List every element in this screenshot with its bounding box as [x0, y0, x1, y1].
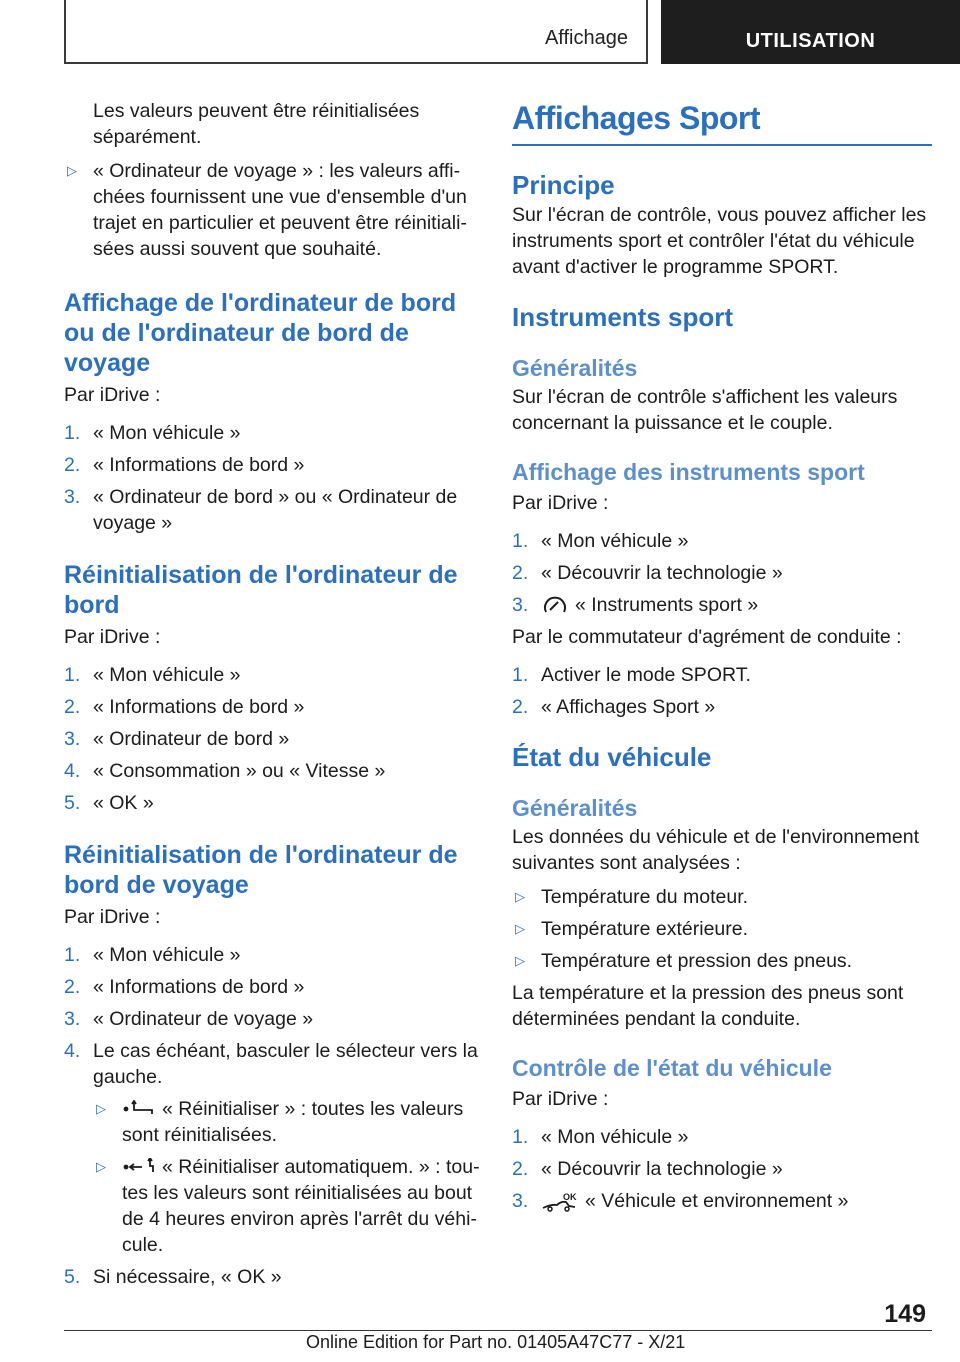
list-item: ▷ Température et pression des pneus.: [515, 950, 853, 972]
footer-rule: [64, 1330, 932, 1331]
left-column: [64, 98, 480, 1290]
subsection-title: Généralités: [512, 355, 638, 381]
auto-reset-icon: [122, 1158, 156, 1178]
section-title: Affichage de l'ordinateur de bord ou de l'ordinateur de bord de voyage: [64, 289, 457, 377]
list-item: 3. OK « Véhicule et environnement »: [512, 1190, 849, 1212]
list-item: 5. Si nécessaire, « OK »: [64, 1266, 282, 1288]
page-number: 149: [884, 1300, 926, 1328]
footer-edition: Online Edition for Part no. 01405A47C77 - X/21: [306, 1332, 686, 1352]
list-item: 2. « Affichages Sport »: [512, 696, 716, 718]
section-title: Réinitialisation de l'ordinateur de bord: [64, 561, 458, 619]
section-title: Instruments sport: [512, 302, 734, 332]
list-item: 1. Activer le mode SPORT.: [512, 664, 751, 686]
list-item: 2. « Informations de bord »: [64, 454, 305, 476]
lead-text: Par iDrive :: [512, 1088, 609, 1110]
lead-text: Par iDrive :: [512, 492, 609, 514]
sub-list-item: ▷ « Réinitialiser automatiquem. » : toutes les valeurs sont réinitialisées au bout de 4 heures environ après l'arrêt du véhicule.: [96, 1156, 480, 1256]
page-header: [64, 0, 960, 64]
lead-text: Par iDrive :: [64, 384, 161, 406]
sub-list-item: ▷ « Réinitialiser » : toutes les valeurs sont réinitialisées.: [96, 1098, 464, 1146]
list-item: 5. « OK »: [64, 792, 154, 814]
list-item: 3. « Instruments sport »: [512, 594, 759, 616]
list-item: 4. « Consommation » ou « Vitesse »: [64, 760, 386, 782]
list-item: 4. Le cas échéant, basculer le sélecteur vers la gauche.: [64, 1040, 478, 1088]
body-text: Les données du véhicule et de l'environnement suivantes sont analysées :: [512, 826, 920, 874]
reset-icon: [122, 1100, 156, 1120]
lead-text: Par iDrive :: [64, 626, 161, 648]
list-item: 3. « Ordinateur de voyage »: [64, 1008, 314, 1030]
header-chapter: UTILISATION: [661, 0, 960, 64]
list-item: [64, 158, 480, 262]
chapter-title: Affichages Sport: [512, 100, 761, 136]
list-item: 1. « Mon véhicule »: [64, 664, 241, 686]
list-item: 3. « Ordinateur de bord »: [64, 728, 290, 750]
title-rule: [512, 144, 932, 146]
subsection-title: Généralités: [512, 795, 638, 821]
body-text: Sur l'écran de contrôle, vous pouvez afficher les instruments sport et contrôler l'état du véhicule avant d'activer le programme SPORT.: [512, 204, 927, 278]
list-item: 1. « Mon véhicule »: [512, 1126, 689, 1148]
vehicle-ok-icon: [541, 1191, 579, 1213]
lead-text: Par iDrive :: [64, 906, 161, 928]
header-section: Affichage: [544, 27, 628, 49]
subsection-title: Affichage des instruments sport: [512, 459, 865, 485]
subsection-title: Contrôle de l'état du véhicule: [512, 1055, 832, 1081]
list-item: ▷ Température du moteur.: [515, 886, 749, 908]
header-section-box: [64, 0, 648, 64]
list-item: 3. « Ordinateur de bord » ou « Ordinateur de voyage »: [64, 486, 458, 534]
sport-gauge-icon: [541, 595, 569, 617]
section-title: Réinitialisation de l'ordinateur de bord de voyage: [64, 841, 458, 899]
triangle-bullet-icon: ▷: [67, 163, 77, 178]
bullet-text: « Ordinateur de voyage » : les valeurs affichées fournissent une vue d'ensemble d'un trajet en particulier et peuvent être réinitialisées aussi souvent que souhaité.: [93, 160, 467, 260]
list-item: ▷ Température extérieure.: [515, 918, 749, 940]
section-title: Principe: [512, 170, 615, 200]
list-item: 1. « Mon véhicule »: [64, 422, 241, 444]
list-item: 2. « Découvrir la technologie »: [512, 1158, 783, 1180]
list-item: 2. « Découvrir la technologie »: [512, 562, 783, 584]
section-title: État du véhicule: [512, 742, 712, 772]
list-item: 2. « Informations de bord »: [64, 696, 305, 718]
body-text: Sur l'écran de contrôle s'affichent les valeurs concernant la puissance et le couple.: [512, 386, 898, 434]
list-item: 1. « Mon véhicule »: [512, 530, 689, 552]
list-item: 1. « Mon véhicule »: [64, 944, 241, 966]
body-text: La température et la pression des pneus sont déterminées pendant la conduite.: [512, 982, 904, 1030]
right-column: [512, 98, 932, 1214]
lead-text: Par le commutateur d'agrément de conduite :: [512, 626, 902, 648]
list-item: 2. « Informations de bord »: [64, 976, 305, 998]
svg-text:OK: OK: [563, 1191, 577, 1202]
intro-text: Les valeurs peuvent être réinitialisées séparément.: [93, 100, 420, 148]
